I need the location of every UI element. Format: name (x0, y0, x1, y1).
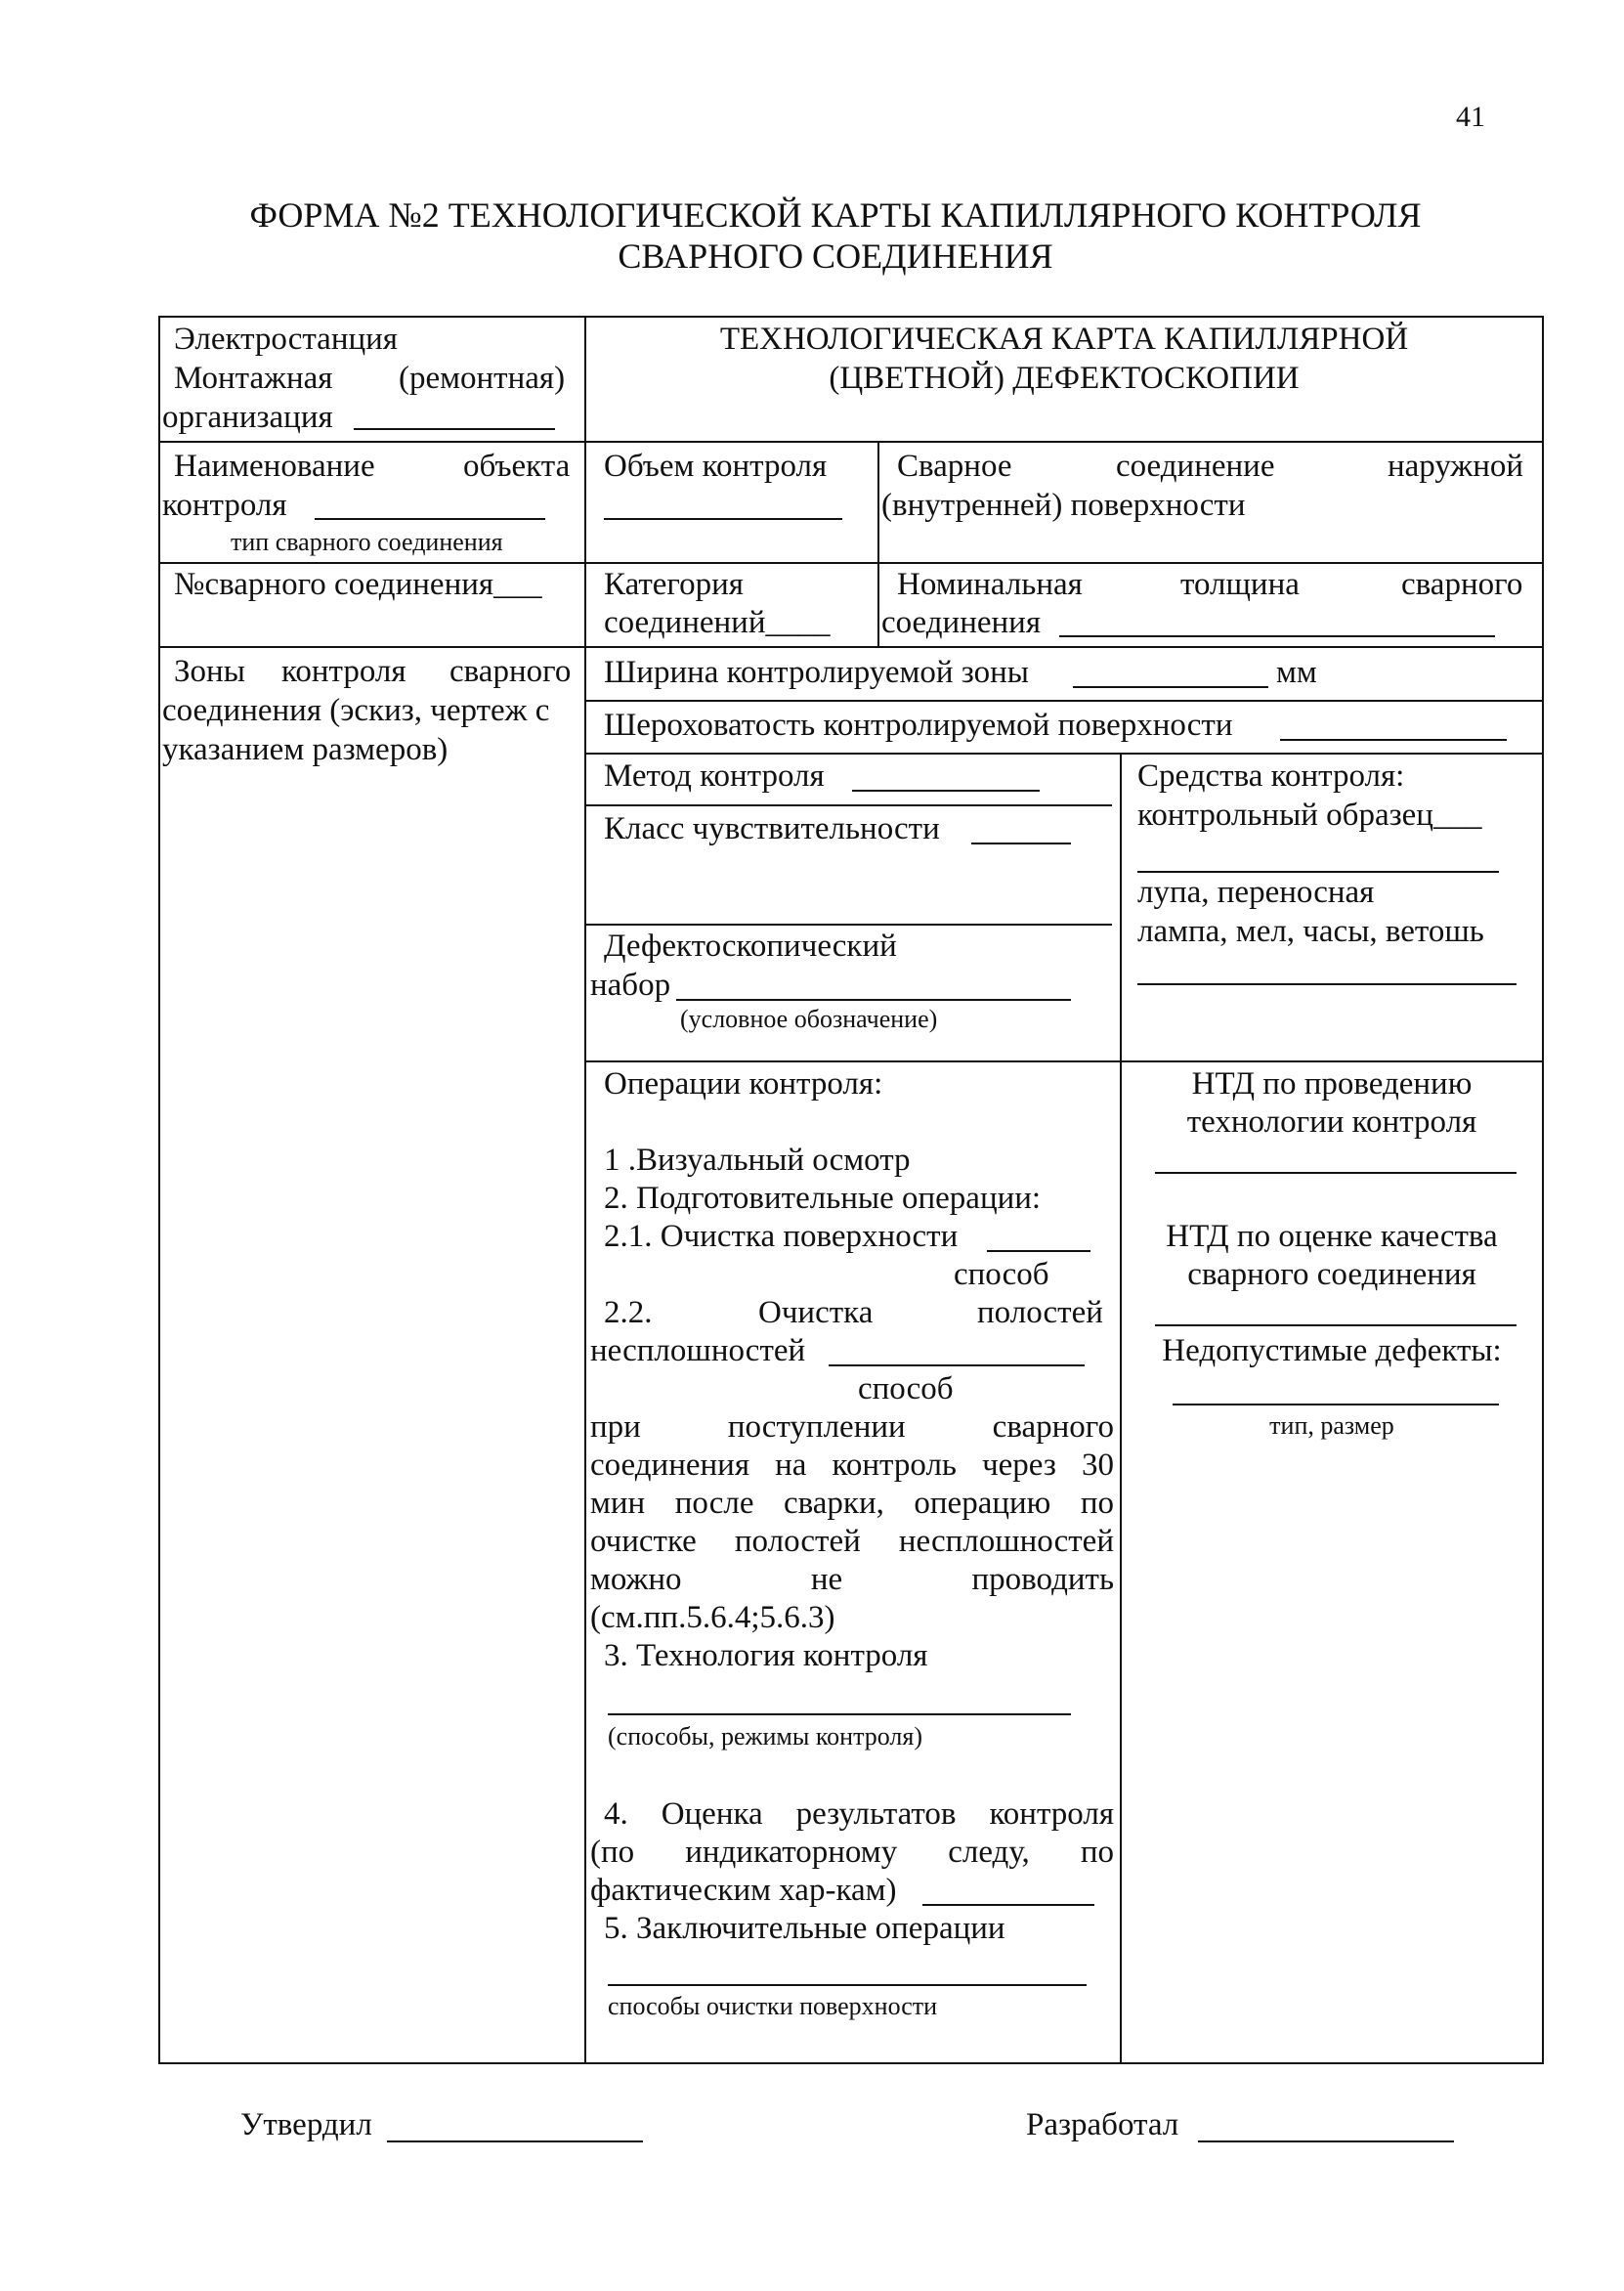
ntd-line4: сварного соединения (1187, 1257, 1476, 1292)
page-title-line2: СВАРНОГО СОЕДИНЕНИЯ (618, 237, 1053, 276)
op-note-6: (см.пп.5.6.4;5.6.3) (590, 1600, 835, 1635)
op-note-3: мин после сварки, операцию по (590, 1486, 1114, 1521)
ntd-blank-2[interactable] (1155, 1324, 1517, 1326)
volume-label: Объем контроля (604, 449, 828, 484)
surface-c: наружной (1388, 449, 1524, 484)
op-2-2-d: несплошностей (590, 1333, 806, 1368)
means-line4: лампа, мел, часы, ветошь (1137, 914, 1484, 949)
header-org-c: организация (162, 400, 333, 435)
op-4-a: 4. Оценка результатов контроля (604, 1796, 1114, 1832)
op-note-1: при поступлении сварного (590, 1409, 1114, 1445)
ntd-line3: НТД по оценке качества (1166, 1219, 1498, 1254)
op-2-1-blank[interactable] (987, 1250, 1090, 1252)
header-org-b: (ремонтная) (399, 361, 566, 396)
object-name-b: объекта (463, 449, 571, 484)
op-2-2-method: способ (858, 1371, 954, 1406)
joint-number-label: №сварного соединения___ (174, 567, 542, 602)
means-line2: контрольный образец___ (1137, 798, 1482, 833)
op-2-1-method: способ (954, 1257, 1049, 1292)
ntd-line2: технологии контроля (1186, 1104, 1477, 1140)
op-4-b: (по индикаторному следу, по (590, 1835, 1114, 1870)
kit-blank[interactable] (676, 999, 1071, 1001)
ntd-line1: НТД по проведению (1191, 1066, 1473, 1102)
surface-d: (внутренней) поверхности (881, 488, 1246, 523)
op-5: 5. Заключительные операции (604, 1911, 1005, 1946)
op-2: 2. Подготовительные операции: (604, 1181, 1042, 1216)
op-note-2: соединения на контроль через 30 (590, 1448, 1114, 1483)
category-2: соединений____ (604, 605, 831, 640)
op-note-4: очистке полостей несплошностей (590, 1524, 1114, 1559)
op-4-blank[interactable] (922, 1904, 1094, 1906)
card-title-line1: ТЕХНОЛОГИЧЕСКАЯ КАРТА КАПИЛЛЯРНОЙ (719, 322, 1409, 357)
kit-label-1: Дефектоскопический (604, 929, 897, 964)
op-2-2-a: 2.2. (604, 1295, 653, 1330)
thickness-c: сварного (1401, 567, 1523, 602)
sensitivity-blank[interactable] (971, 843, 1071, 844)
volume-blank[interactable] (604, 518, 842, 520)
zones-a: Зоны (174, 654, 245, 689)
approved-blank[interactable] (387, 2140, 643, 2142)
category-1: Категория (604, 567, 744, 602)
means-line3: лупа, переносная (1137, 875, 1375, 910)
thickness-a: Номинальная (897, 567, 1083, 602)
zones-c: сварного (449, 654, 572, 689)
op-2-1: 2.1. Очистка поверхности (604, 1219, 959, 1254)
kit-label-2: набор (590, 968, 671, 1003)
sensitivity-label: Класс чувствительности (604, 811, 940, 846)
object-name-blank[interactable] (315, 518, 545, 520)
zones-b: контроля (281, 654, 406, 689)
ntd-line5: Недопустимые дефекты: (1162, 1333, 1502, 1368)
roughness-label: Шероховатость контролируемой поверхности (604, 708, 1233, 743)
object-name-a: Наименование (174, 449, 375, 484)
object-name-c: контроля (162, 488, 287, 523)
zones-line2: соединения (эскиз, чертеж с (162, 693, 550, 728)
means-line1: Средства контроля: (1137, 758, 1405, 794)
surface-a: Сварное (897, 449, 1012, 484)
approved-label: Утвердил (240, 2107, 372, 2142)
surface-b: соединение (1116, 449, 1275, 484)
page-title-line1: ФОРМА №2 ТЕХНОЛОГИЧЕСКОЙ КАРТЫ КАПИЛЛЯРНОГО КОНТРОЛЯ (249, 195, 1422, 235)
ntd-blank-3[interactable] (1173, 1404, 1499, 1405)
op-3-caption: (способы, режимы контроля) (608, 1722, 922, 1751)
op-5-blank[interactable] (608, 1984, 1087, 1986)
card-title-line2: (ЦВЕТНОЙ) ДЕФЕКТОСКОПИИ (829, 361, 1300, 396)
roughness-blank[interactable] (1280, 739, 1507, 741)
joint-type-caption: тип сварного соединения (231, 528, 503, 556)
developed-label: Разработал (1026, 2107, 1179, 2142)
op-5-caption: способы очистки поверхности (608, 1992, 938, 2020)
thickness-blank[interactable] (1059, 635, 1495, 637)
method-blank[interactable] (852, 790, 1040, 792)
method-label: Метод контроля (604, 758, 825, 794)
op-3-blank[interactable] (608, 1713, 1071, 1715)
ntd-blank-1[interactable] (1155, 1172, 1517, 1174)
means-blank-2[interactable] (1137, 983, 1517, 985)
operations-title: Операции контроля: (604, 1066, 883, 1102)
op-3: 3. Технология контроля (604, 1638, 928, 1673)
op-2-2-c: полостей (977, 1295, 1103, 1330)
org-blank[interactable] (354, 428, 555, 430)
ntd-caption: тип, размер (1269, 1411, 1394, 1440)
op-4-c: фактическим хар-кам) (590, 1873, 897, 1908)
thickness-b: толщина (1180, 567, 1300, 602)
width-zone-blank[interactable] (1073, 686, 1268, 688)
header-org-a: Монтажная (174, 361, 333, 396)
op-note-5: можно не проводить (590, 1562, 1114, 1597)
page-number: 41 (1456, 101, 1485, 133)
header-power-station: Электростанция (174, 322, 398, 357)
width-zone-label: Ширина контролируемой зоны (604, 655, 1029, 690)
op-2-2-blank[interactable] (829, 1364, 1085, 1366)
thickness-d: соединения (881, 605, 1042, 640)
op-1: 1 .Визуальный осмотр (604, 1143, 911, 1178)
zones-line3: указанием размеров) (162, 732, 449, 767)
developed-blank[interactable] (1198, 2140, 1454, 2142)
op-2-2-b: Очистка (758, 1295, 874, 1330)
width-zone-unit: мм (1276, 655, 1317, 690)
kit-caption: (условное обозначение) (680, 1005, 938, 1033)
